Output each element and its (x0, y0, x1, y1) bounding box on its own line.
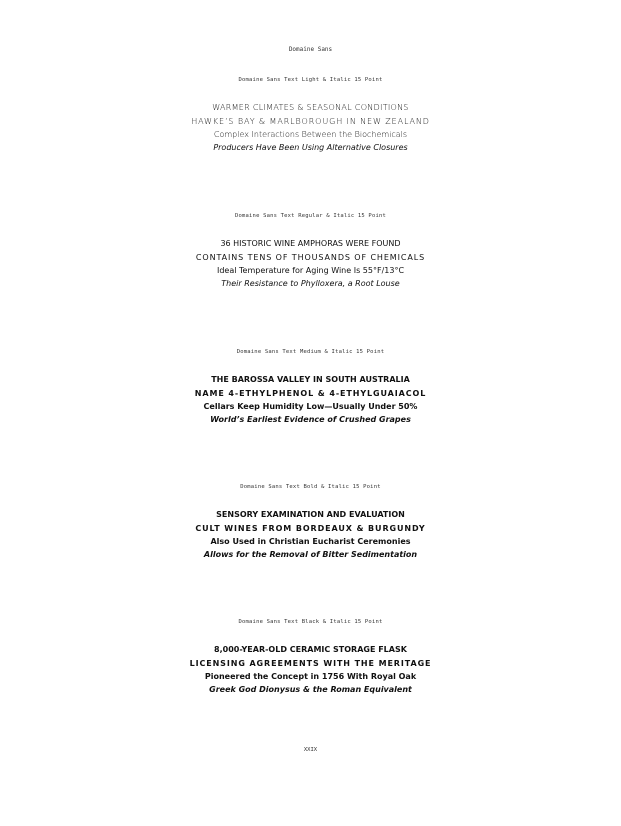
specimen-section-bold (0, 484, 621, 559)
specimen-line-roman: Pioneered the Concept in 1756 With Royal Oak (204, 672, 417, 681)
section-caption: Domaine Sans Text Medium & Italic 15 Point (236, 349, 385, 355)
specimen-line-italic: Their Resistance to Phylloxera, a Root Louse (221, 279, 400, 288)
specimen-line-caps-large: SENSORY EXAMINATION AND EVALUATION (216, 510, 405, 519)
section-caption: Domaine Sans Text Bold & Italic 15 Point (240, 484, 381, 490)
page-header-title: Domaine Sans (288, 46, 333, 53)
specimen-section-black (0, 619, 621, 694)
section-caption: Domaine Sans Text Light & Italic 15 Point (238, 77, 383, 83)
specimen-section-regular (0, 213, 621, 288)
specimen-line-caps-large: 8,000-YEAR-OLD CERAMIC STORAGE FLASK (214, 645, 407, 654)
section-caption: Domaine Sans Text Regular & Italic 15 Point (235, 213, 386, 219)
specimen-line-caps-large: 36 HISTORIC WINE AMPHORAS WERE FOUND (220, 239, 401, 248)
specimen-line-caps-small: HAWKE’S BAY & MARLBOROUGH IN NEW ZEALAND (191, 117, 430, 126)
specimen-line-caps-large: THE BAROSSA VALLEY IN SOUTH AUSTRALIA (211, 375, 410, 384)
specimen-line-italic: Producers Have Been Using Alternative Closures (213, 143, 408, 152)
specimen-line-caps-small: NAME 4-ETHYLPHENOL & 4-ETHYLGUAIACOL (194, 389, 427, 398)
specimen-line-caps-large: WARMER CLIMATES & SEASONAL CONDITIONS (212, 103, 409, 112)
specimen-line-italic: World’s Earliest Evidence of Crushed Grapes (210, 415, 411, 424)
page-number: XXIX (303, 747, 318, 753)
specimen-section-light (0, 77, 621, 152)
specimen-line-caps-small: LICENSING AGREEMENTS WITH THE MERITAGE (189, 659, 432, 668)
specimen-line-caps-small: CONTAINS TENS OF THOUSANDS OF CHEMICALS (195, 253, 426, 262)
specimen-line-italic: Greek God Dionysus & the Roman Equivalent (209, 685, 412, 694)
specimen-line-roman: Also Used in Christian Eucharist Ceremonies (210, 537, 411, 546)
specimen-line-roman: Cellars Keep Humidity Low—Usually Under 50% (203, 402, 418, 411)
section-caption: Domaine Sans Text Black & Italic 15 Point (238, 619, 383, 625)
specimen-line-roman: Complex Interactions Between the Biochemicals (213, 130, 408, 139)
specimen-section-medium (0, 349, 621, 424)
specimen-line-roman: Ideal Temperature for Aging Wine Is 55°F/13°C (216, 266, 405, 275)
specimen-line-caps-small: CULT WINES FROM BORDEAUX & BURGUNDY (195, 524, 426, 533)
specimen-line-italic: Allows for the Removal of Bitter Sedimentation (203, 550, 418, 559)
